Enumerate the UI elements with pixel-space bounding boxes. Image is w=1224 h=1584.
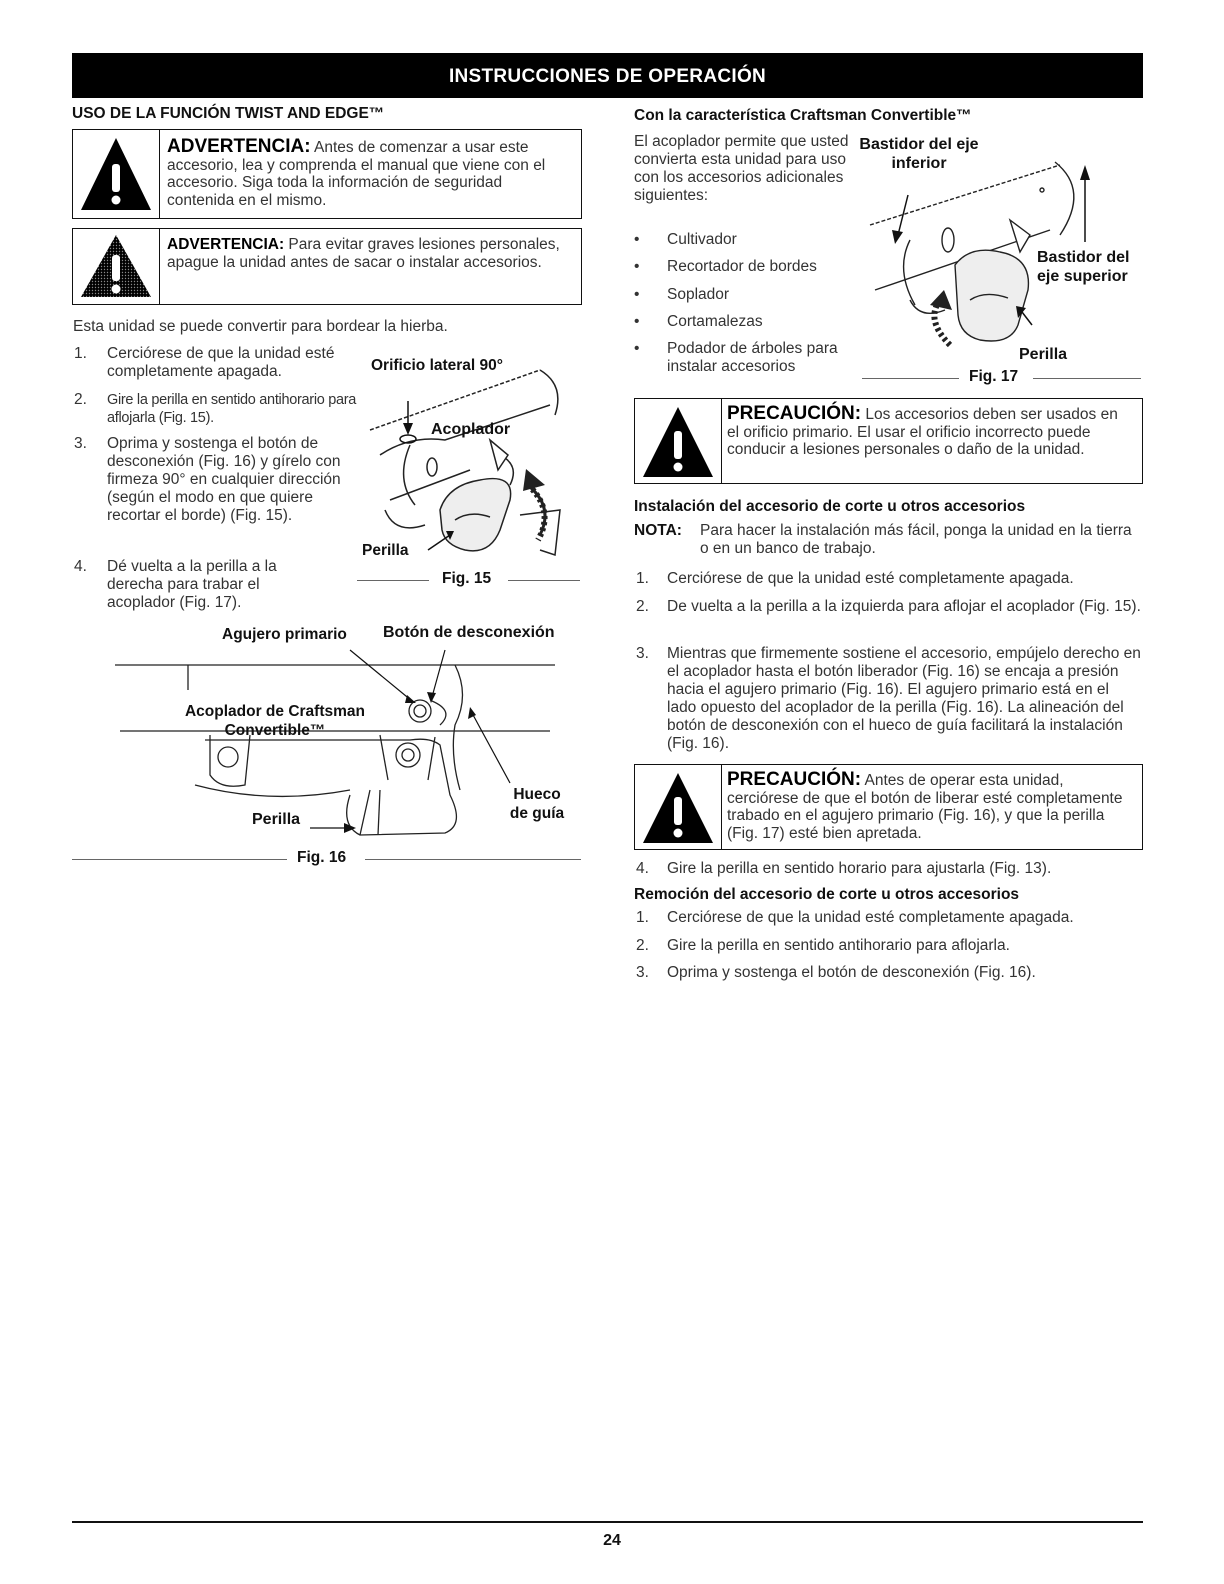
warning-icon-cell — [73, 229, 160, 304]
label-perilla: Perilla — [1019, 346, 1068, 363]
warning-box-2 — [72, 228, 582, 305]
step-number: 3. — [636, 964, 649, 981]
warning-2-text: ADVERTENCIA: Para evitar graves lesiones personales, apague la unidad antes de sacar o instalar accesorios. — [167, 236, 560, 271]
label-perilla: Perilla — [362, 542, 409, 559]
caption-rule — [508, 580, 580, 581]
convertible-intro: El acoplador permite que usted convierta esta unidad para uso con los accesorios adicionales siguientes: — [634, 133, 849, 204]
caption-rule — [1033, 378, 1141, 379]
step-number: 2. — [636, 937, 649, 954]
step-text: Oprima y sostenga el botón de desconexión (Fig. 16) y gírelo con firmeza 90° en cualquier dirección (según el modo en que quiere recortar el borde) (Fig. 15). — [107, 435, 341, 524]
warning-box-1 — [72, 129, 582, 219]
label-hueco-guia: Hueco de guía — [509, 786, 565, 822]
bullet-item: Recortador de bordes — [667, 258, 817, 275]
warning-icon-cell — [73, 130, 160, 218]
step-text: Gire la perilla en sentido antihorario para aflojarla (Fig. 15). — [107, 392, 357, 426]
bullet-item: Podador de árboles para instalar accesorios — [667, 340, 838, 375]
step-number: 4. — [636, 860, 649, 877]
warning-triangle-icon — [635, 399, 721, 483]
caution-box-1 — [634, 398, 1143, 484]
step-text: Gire la perilla en sentido horario para ajustarla (Fig. 13). — [667, 860, 1052, 877]
step-text: Cerciórese de que la unidad esté completamente apagada. — [107, 345, 335, 380]
step-number: 1. — [74, 345, 87, 362]
section-heading: Con la característica Craftsman Convertible™ — [634, 107, 972, 124]
fig17-caption: Fig. 17 — [969, 368, 1019, 385]
fig15-caption: Fig. 15 — [442, 570, 492, 587]
step-number: 1. — [636, 570, 649, 587]
install-heading: Instalación del accesorio de corte u otros accesorios — [634, 498, 1026, 515]
bullet-marker: • — [634, 258, 640, 275]
label-perilla: Perilla — [252, 811, 301, 828]
bullet-item: Soplador — [667, 286, 730, 303]
page-number: 24 — [603, 1532, 621, 1549]
bullet-item: Cortamalezas — [667, 313, 763, 330]
fig16-caption: Fig. 16 — [297, 849, 347, 866]
caption-rule — [862, 378, 959, 379]
caution-2-text: PRECAUCIÓN: Antes de operar esta unidad, cerciórese de que el botón de liberar esté completamente trabado en el agujero primario (Fig. 16), y que la perilla (Fig. 17) esté bien apretada. — [727, 769, 1123, 842]
warning-icon-cell — [635, 399, 722, 483]
label-orificio: Orificio lateral 90° — [371, 357, 503, 374]
bullet-marker: • — [634, 231, 640, 248]
section-banner: INSTRUCCIONES DE OPERACIÓN — [72, 53, 1143, 98]
step-text: Gire la perilla en sentido antihorario para aflojarla. — [667, 937, 1010, 954]
caution-box-2 — [634, 764, 1143, 850]
step-number: 1. — [636, 909, 649, 926]
intro-text: Esta unidad se puede convertir para bordear la hierba. — [73, 318, 448, 335]
label-acoplador-craftsman: Acoplador de Craftsman Convertible™ — [184, 703, 365, 739]
removal-heading: Remoción del accesorio de corte u otros accesorios — [634, 886, 1020, 903]
step-text: De vuelta a la perilla a la izquierda para aflojar el acoplador (Fig. 15). — [667, 598, 1141, 615]
step-number: 3. — [636, 645, 649, 662]
label-bastidor-superior: Bastidor del eje superior — [1037, 249, 1130, 285]
step-text: Cerciórese de que la unidad esté completamente apagada. — [667, 909, 1074, 926]
warning-icon-cell — [635, 765, 722, 849]
step-text: Dé vuelta a la perilla a la derecha para trabar el acoplador (Fig. 17). — [107, 558, 277, 611]
nota-text: Para hacer la instalación más fácil, ponga la unidad en la tierra o en un banco de trabajo. — [700, 522, 1132, 557]
warning-1-text: ADVERTENCIA: Antes de comenzar a usar este accesorio, lea y comprenda el manual que viene con el accesorio. Siga toda la información de seguridad contenida en el mismo. — [167, 136, 546, 209]
bullet-item: Cultivador — [667, 231, 737, 248]
footer-rule — [72, 1521, 1143, 1523]
step-number: 4. — [74, 558, 87, 575]
label-bastidor-inferior: Bastidor del eje inferior — [859, 136, 979, 172]
caution-1-text: PRECAUCIÓN: Los accesorios deben ser usados en el orificio primario. El usar el orificio incorrecto puede conducir a lesiones personales o daño de la unidad. — [727, 403, 1118, 458]
step-text: Cerciórese de que la unidad esté completamente apagada. — [667, 570, 1074, 587]
caption-rule — [72, 859, 287, 860]
section-heading: USO DE LA FUNCIÓN TWIST AND EDGE™ — [72, 105, 385, 122]
step-number: 2. — [636, 598, 649, 615]
label-boton-desconexion: Botón de desconexión — [383, 624, 555, 641]
caption-rule — [357, 580, 429, 581]
step-text: Mientras que firmemente sostiene el accesorio, empújelo derecho en el acoplador hasta el botón liberador (Fig. 16) se encaja a presión hacia el agujero primario (Fig. 16). El agujero primario está en el lado opuesto del acoplador de la perilla (Fig. 16). La alineación del botón de desconexión con el hueco de guía facilitará la instalación (Fig. 16). — [667, 645, 1141, 752]
bullet-marker: • — [634, 340, 640, 357]
warning-triangle-icon — [73, 130, 159, 218]
step-text: Oprima y sostenga el botón de desconexión (Fig. 16). — [667, 964, 1036, 981]
caption-rule — [365, 859, 581, 860]
warning-triangle-icon — [73, 229, 159, 304]
step-number: 3. — [74, 435, 87, 452]
label-agujero-primario: Agujero primario — [222, 626, 347, 643]
step-number: 2. — [74, 391, 87, 408]
bullet-marker: • — [634, 286, 640, 303]
nota-label: NOTA: — [634, 522, 682, 539]
label-acoplador: Acoplador — [431, 421, 511, 438]
bullet-marker: • — [634, 313, 640, 330]
warning-triangle-icon — [635, 765, 721, 849]
